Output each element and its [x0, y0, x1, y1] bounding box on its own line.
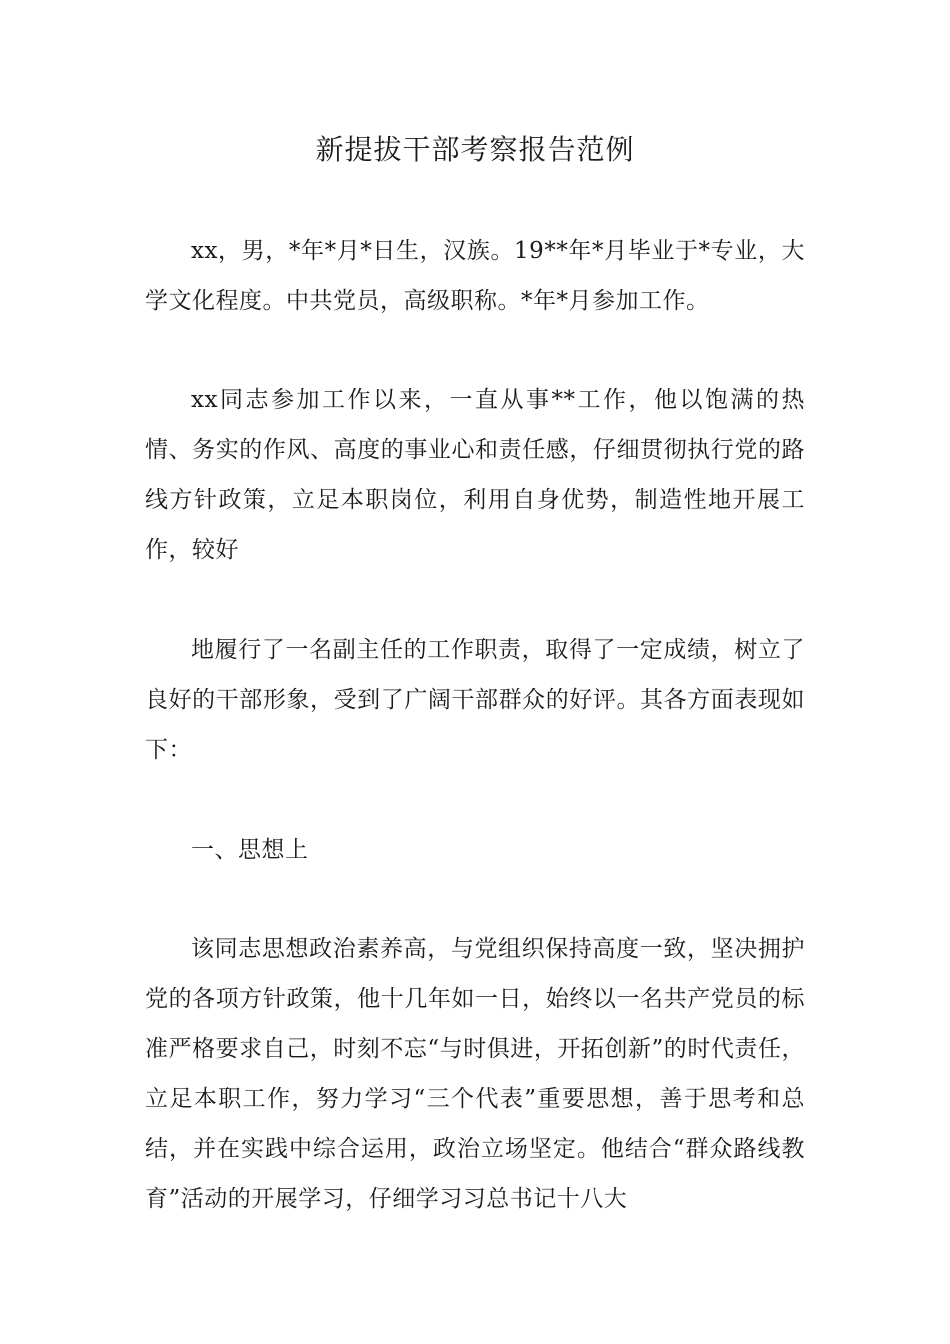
- section-heading-ideology: 一、思想上: [191, 837, 309, 863]
- paragraph-personal-info: xx，男，*年*月*日生，汉族。19**年*月毕业于*专业，大学文化程度。中共党员，高级职称。*年*月参加工作。: [145, 238, 805, 314]
- paragraph-work-overview: xx同志参加工作以来，一直从事**工作，他以饱满的热情、务实的作风、高度的事业心和责任感，仔细贯彻执行党的路线方针政策，立足本职岗位，利用自身优势，制造性地开展工作，较好: [145, 387, 805, 563]
- document-title: 新提拔干部考察报告范例: [315, 133, 635, 166]
- paragraph-performance-summary: 地履行了一名副主任的工作职责，取得了一定成绩，树立了良好的干部形象，受到了广阔干部群众的好评。其各方面表现如下：: [145, 637, 805, 763]
- paragraph-ideology-detail: 该同志思想政治素养高，与党组织保持高度一致，坚决拥护党的各项方针政策，他十几年如一日，始终以一名共产党员的标准严格要求自己，时刻不忘“与时俱进，开拓创新”的时代责任，立足本职工作，努力学习“三个代表”重要思想，善于思考和总结，并在实践中综合运用，政治立场坚定。他结合“群众路线教育”活动的开展学习，仔细学习习总书记十八大: [145, 936, 805, 1212]
